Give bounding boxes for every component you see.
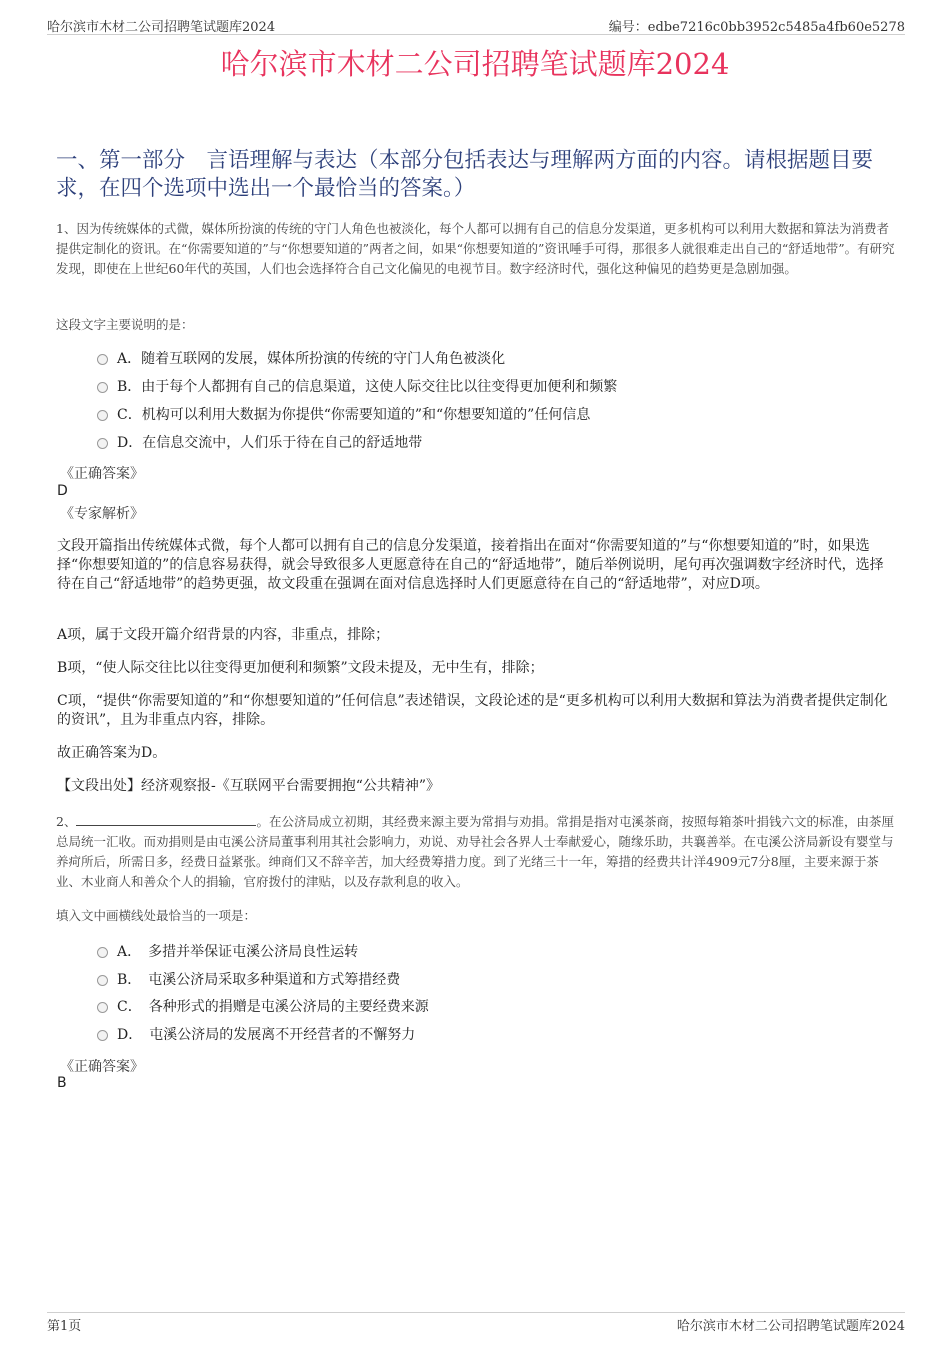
q1-analysis-para: B项，“使人际交往比以往变得更加便利和频繁”文段未提及，无中生有，排除； [57,660,544,676]
q1-analysis-label: 《专家解析》 [60,506,144,522]
radio-icon[interactable] [97,1002,108,1013]
document-id: 编号：edbe7216c0bb3952c5485a4fb60e5278 [608,20,905,35]
q1-answer-label: 《正确答案》 [60,466,144,482]
q1-source: 【文段出处】经济观察报-《互联网平台需要拥抱“公共精神”》 [57,778,441,794]
fill-blank [76,813,256,826]
page-number: 第1页 [47,1319,82,1334]
option-label: A．随着互联网的发展，媒体所扮演的传统的守门人角色被淡化 [117,351,506,367]
q1-passage: 1、因为传统媒体的式微，媒体所扮演的传统的守门人角色也被淡化，每个人都可以拥有自己的信息分发渠道，更多机构可以利用大数据和算法为消费者提供定制化的资讯。在“你需要知道的”与“你想要知道的”两者之间，如果“你想要知道的”资讯唾手可得，那很多人就很难走出自己的“舒适地带”。有研究发现，即使在上世纪60年代的英国，人们也会选择符合自己文化偏见的电视节目。数字经济时代，强化这种偏见的趋势更是急剧加强。 [56,221,895,276]
q1-analysis-para: 文段开篇指出传统媒体式微，每个人都可以拥有自己的信息分发渠道，接着指出在面对“你需要知道的”与“你想要知道的”时，如果选择“你想要知道的”的信息容易获得，就会导致很多人更愿意待在自己的“舒适地带”，随后举例说明，尾句再次强调数字经济时代，选择待在自己“舒适地带”的趋势更强，故文段重在强调在面对信息选择时人们更愿意待在自己的“舒适地带”，对应D项。 [57,538,884,592]
section-heading: 一、第一部分 言语理解与表达（本部分包括表达与理解两方面的内容。请根据题目要求，在四个选项中选出一个最恰当的答案。） [56,148,874,201]
radio-icon[interactable] [97,1030,108,1041]
radio-icon[interactable] [97,354,108,365]
q1-question: 这段文字主要说明的是： [56,317,194,332]
radio-icon[interactable] [97,438,108,449]
option-label: C． 各种形式的捐赠是屯溪公济局的主要经费来源 [117,999,429,1015]
footer-title: 哈尔滨市木材二公司招聘笔试题库2024 [676,1319,905,1334]
q2-question: 填入文中画横线处最恰当的一项是： [56,908,257,923]
page-title: 哈尔滨市木材二公司招聘笔试题库2024 [220,47,730,81]
q2-passage [56,812,896,892]
q1-analysis-para: C项，“提供“你需要知道的”和“你想要知道的”任何信息”表述错误，文段论述的是“更多机构可以利用大数据和算法为消费者提供定制化的资讯”，且为非重点内容，排除。 [57,693,888,728]
q2-answer-label: 《正确答案》 [60,1059,144,1075]
radio-icon[interactable] [97,410,108,421]
header-title: 哈尔滨市木材二公司招聘笔试题库2024 [47,20,276,35]
page-footer [47,1312,905,1333]
radio-icon[interactable] [97,947,108,958]
radio-icon[interactable] [97,382,108,393]
q1-analysis-para: A项，属于文段开篇介绍背景的内容，非重点，排除； [57,627,390,643]
page-header [47,14,905,35]
q2-number: 2、 [56,814,77,829]
q1-analysis-para: 故正确答案为D。 [57,745,167,761]
option-label: B． 屯溪公济局采取多种渠道和方式筹措经费 [117,972,401,988]
option-label: C．机构可以利用大数据为你提供“你需要知道的”和“你想要知道的”任何信息 [117,407,591,423]
q2-answer: B [57,1075,67,1091]
option-label: D． 屯溪公济局的发展离不开经营者的不懈努力 [117,1027,416,1043]
q1-answer: D [57,483,68,499]
q2-passage-text: 。在公济局成立初期，其经费来源主要为常捐与劝捐。常捐是指对屯溪茶商，按照每箱茶叶捐钱六文的标准，由茶厘总局统一汇收。而劝捐则是由屯溪公济局董事利用其社会影响力，劝说、劝导社会各界人士奉献爱心，随缘乐助，共襄善举。在屯溪公济局新设有婴堂与养疴所后，所需日多，经费日益紧张。绅商们又不辞辛苦，加大经费筹措力度。到了光绪三十一年，筹措的经费共计洋4909元7分8厘，主要来源于茶业、木业商人和善众个人的捐输，官府拨付的津贴，以及存款利息的收入。 [56,814,894,889]
option-label: A． 多措并举保证屯溪公济局良性运转 [117,944,359,960]
option-label: D．在信息交流中，人们乐于待在自己的舒适地带 [117,435,423,451]
option-label: B．由于每个人都拥有自己的信息渠道，这使人际交往比以往变得更加便利和频繁 [117,379,618,395]
radio-icon[interactable] [97,975,108,986]
